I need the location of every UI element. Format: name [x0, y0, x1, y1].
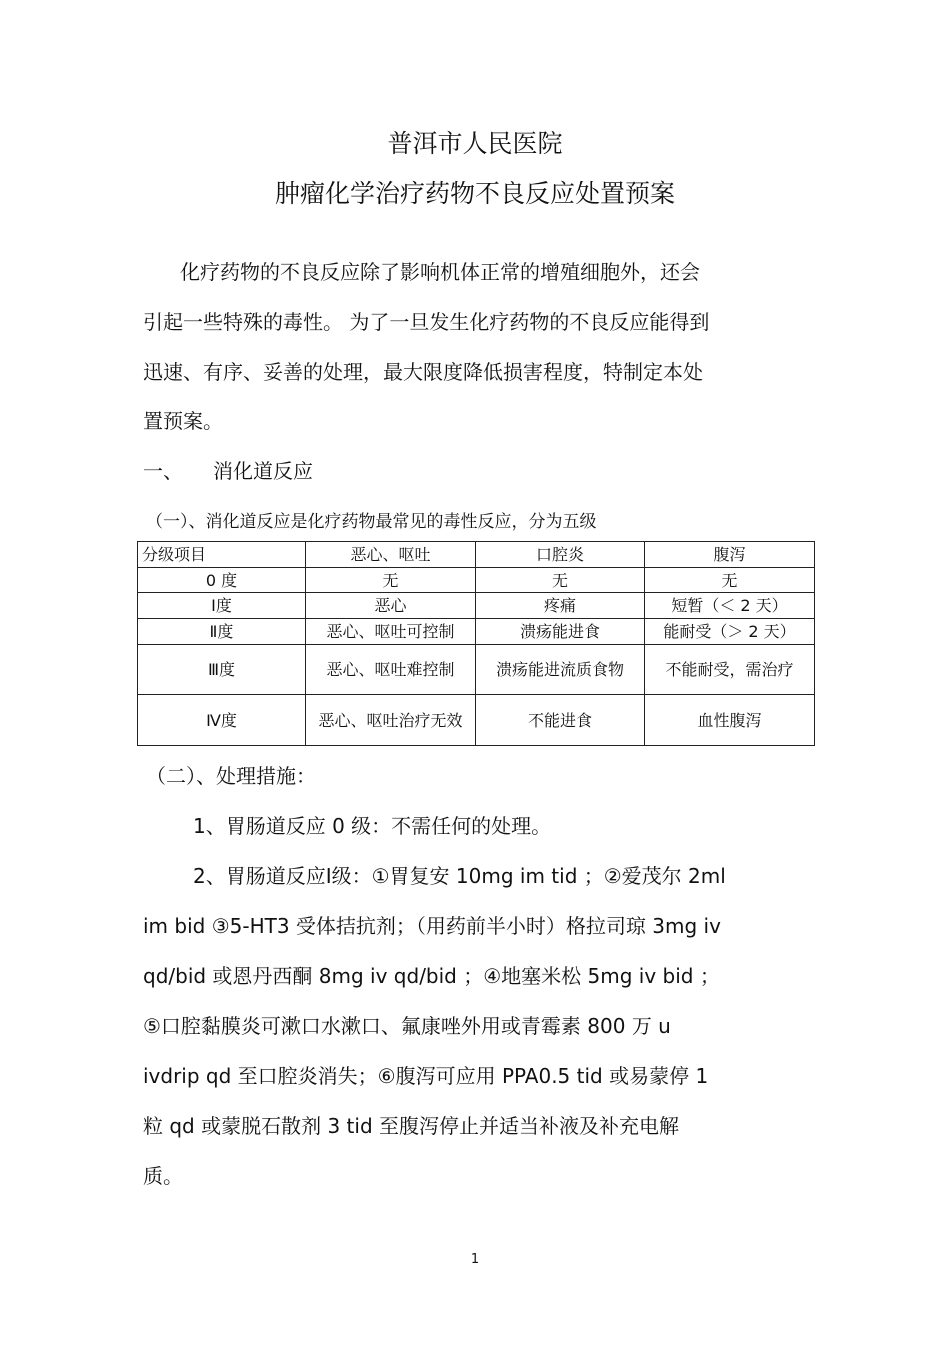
intro-line-3: 迅速、有序、妥善的处理，最大限度降低损害程度，特制定本处 [143, 360, 703, 384]
measure-item-1: 1、胃肠道反应 0 级：不需任何的处理。 [193, 814, 552, 838]
header-nausea-vomiting: 恶心、呕吐 [306, 542, 476, 568]
table-cell: 溃疡能进流质食物 [476, 645, 645, 695]
table-cell: 能耐受（＞ 2 天） [645, 619, 815, 645]
measure-item-2-line-7: 质。 [143, 1164, 183, 1188]
table-cell: 血性腹泻 [645, 695, 815, 746]
table-cell: Ⅳ度 [138, 695, 306, 746]
table-cell: 无 [306, 568, 476, 593]
measure-item-2-line-2: im bid ③5-HT3 受体拮抗剂；（用药前半小时）格拉司琼 3mg iv [143, 914, 721, 938]
toxicity-grade-table [137, 541, 815, 746]
table-cell: 不能进食 [476, 695, 645, 746]
table-cell: Ⅰ度 [138, 593, 306, 619]
header-grade-item: 分级项目 [138, 542, 306, 568]
measure-item-2-line-6: 粒 qd 或蒙脱石散剂 3 tid 至腹泻停止并适当补液及补充电解 [143, 1114, 679, 1138]
table-cell: 0 度 [138, 568, 306, 593]
subsection-1-heading: （一）、消化道反应是化疗药物最常见的毒性反应，分为五级 [146, 512, 597, 532]
table-cell: 疼痛 [476, 593, 645, 619]
table-cell: 不能耐受，需治疗 [645, 645, 815, 695]
intro-line-1: 化疗药物的不良反应除了影响机体正常的增殖细胞外，还会 [180, 260, 700, 284]
table-cell: 恶心 [306, 593, 476, 619]
table-row [138, 645, 815, 695]
table-row [138, 568, 815, 593]
table-row [138, 593, 815, 619]
measure-item-2-line-5: ivdrip qd 至口腔炎消失；⑥腹泻可应用 PPA0.5 tid 或易蒙停 1 [143, 1064, 709, 1088]
table-cell: 恶心、呕吐治疗无效 [306, 695, 476, 746]
table-cell: 短暂（＜ 2 天） [645, 593, 815, 619]
table-cell: 溃疡能进食 [476, 619, 645, 645]
intro-line-4: 置预案。 [143, 409, 223, 433]
measure-item-2-line-1: 2、胃肠道反应Ⅰ级：①胃复安 10mg im tid ；②爱茂尔 2ml [193, 864, 726, 888]
table-row [138, 619, 815, 645]
document-title: 肿瘤化学治疗药物不良反应处置预案 [274, 179, 675, 208]
section-1-title: 消化道反应 [213, 459, 313, 483]
page-number: 1 [470, 1252, 480, 1267]
table-cell: Ⅱ度 [138, 619, 306, 645]
header-diarrhea: 腹泻 [645, 542, 815, 568]
table-cell: 恶心、呕吐难控制 [306, 645, 476, 695]
table-row [138, 695, 815, 746]
intro-line-2: 引起一些特殊的毒性。 为了一旦发生化疗药物的不良反应能得到 [143, 310, 710, 334]
table-cell: 无 [645, 568, 815, 593]
table-cell: 恶心、呕吐可控制 [306, 619, 476, 645]
measure-item-2-line-3: qd/bid 或恩丹西酮 8mg iv qd/bid ；④地塞米松 5mg iv bid ； [143, 964, 720, 988]
section-1-number: 一、 [143, 459, 183, 483]
header-stomatitis: 口腔炎 [476, 542, 645, 568]
table-header-row [138, 542, 815, 568]
hospital-title: 普洱市人民医院 [387, 129, 563, 158]
table-cell: Ⅲ度 [138, 645, 306, 695]
subsection-2-heading: （二）、处理措施： [146, 764, 316, 788]
table-cell: 无 [476, 568, 645, 593]
measure-item-2-line-4: ⑤口腔黏膜炎可漱口水漱口、氟康唑外用或青霉素 800 万 u [143, 1014, 671, 1038]
